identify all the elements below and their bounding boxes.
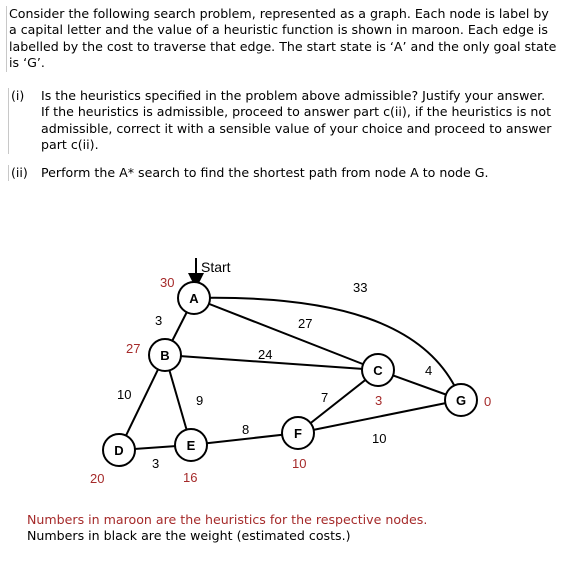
- heuristic-G: 0: [484, 394, 492, 409]
- question-i-text: Is the heuristics specified in the problem above admissible? Justify your answer. If the heuristics is admissible, proceed to answer part c(ii), if the heuristics is not admissible, correct it with a sensible value of your choice and proceed to answer part c(ii).: [41, 88, 552, 153]
- node-G-label: G: [455, 393, 467, 408]
- node-A-label: A: [189, 291, 199, 306]
- heuristic-C: 3: [375, 393, 383, 408]
- node-D-label: D: [114, 443, 124, 458]
- edge-cost-A-G: 33: [353, 280, 368, 295]
- edge-cost-E-F: 8: [242, 422, 250, 437]
- heuristic-A: 30: [160, 275, 175, 290]
- node-G: [445, 384, 477, 416]
- question-i-number: (i): [11, 88, 25, 103]
- question-ii-text: Perform the A* search to find the shortest path from node A to node G.: [41, 165, 489, 180]
- edge-cost-B-C: 24: [258, 347, 273, 362]
- node-E-label: E: [186, 438, 196, 453]
- edge-cost-F-G: 10: [372, 431, 387, 446]
- node-E: [175, 429, 207, 461]
- edge-cost-C-F: 7: [321, 390, 329, 405]
- edge-cost-A-C: 27: [298, 316, 313, 331]
- edge-cost-C-G: 4: [425, 363, 433, 378]
- edge-cost-B-D: 10: [117, 387, 132, 402]
- start-label: Start: [201, 259, 231, 275]
- edge-cost-A-B: 3: [155, 313, 163, 328]
- heuristic-D: 20: [90, 471, 105, 486]
- node-C-label: C: [373, 363, 383, 378]
- node-B: [149, 339, 181, 371]
- legend: [27, 512, 427, 545]
- heuristic-B: 27: [126, 341, 141, 356]
- question-ii-number: (ii): [11, 165, 28, 180]
- node-D: [103, 434, 135, 466]
- legend-weight-note: Numbers in black are the weight (estimated costs.): [27, 528, 351, 544]
- node-F-label: F: [294, 426, 302, 441]
- legend-heuristic-note: Numbers in maroon are the heuristics for the respective nodes.: [27, 512, 428, 527]
- heuristic-F: 10: [292, 456, 307, 471]
- node-B-label: B: [160, 348, 170, 363]
- edge-cost-D-E: 3: [152, 456, 160, 471]
- edge-cost-B-E: 9: [196, 393, 204, 408]
- node-F: [282, 417, 314, 449]
- problem-intro: Consider the following search problem, represented as a graph. Each node is label by a capital letter and the value of a heuristic function is shown in maroon. Each edge is labelled by the cost to traverse that edge. The start state is ‘A’ and the only goal state is ‘G’.: [6, 6, 559, 72]
- node-C: [362, 354, 394, 386]
- heuristic-E: 16: [183, 470, 198, 485]
- node-A: [178, 282, 210, 314]
